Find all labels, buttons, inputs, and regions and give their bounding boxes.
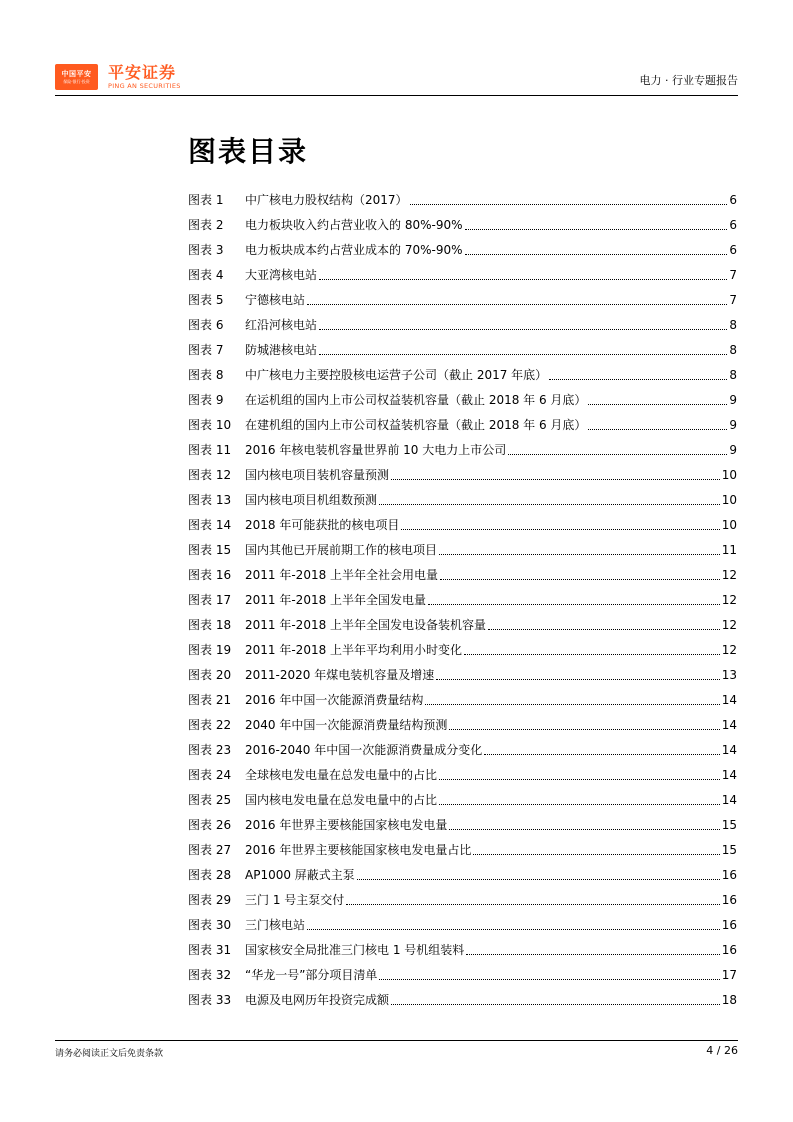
- toc-entry-title: 电力板块收入约占营业收入的 80%-90%: [245, 218, 463, 232]
- toc-entry-number: 图表 31: [188, 943, 232, 957]
- toc-entry-title: 三门 1 号主泵交付: [245, 893, 345, 907]
- toc-entry-number: 图表 19: [188, 643, 232, 657]
- toc-entry-number: 图表 5: [188, 293, 224, 307]
- toc-entry-number: 图表 6: [188, 318, 224, 332]
- toc-leader-dots: [465, 228, 728, 230]
- toc-entry[interactable]: [188, 537, 737, 562]
- toc-entry-page: 12: [721, 617, 737, 632]
- toc-leader-dots: [449, 828, 719, 830]
- toc-entry[interactable]: [188, 587, 737, 612]
- logo-badge-text: 中国平安: [61, 69, 92, 78]
- toc-entry[interactable]: [188, 237, 737, 262]
- report-type: 电力 · 行业专题报告: [639, 74, 738, 87]
- toc-entry-page: 10: [721, 517, 737, 532]
- toc-entry-page: 14: [721, 767, 737, 782]
- toc-leader-dots: [465, 253, 728, 255]
- toc-entry-number: 图表 23: [188, 743, 232, 757]
- toc-leader-dots: [319, 328, 727, 330]
- toc-entry-title: 2016 年核电装机容量世界前 10 大电力上市公司: [245, 443, 507, 457]
- toc-entry[interactable]: [188, 437, 737, 462]
- toc-entry[interactable]: [188, 462, 737, 487]
- toc-entry-number: 图表 7: [188, 343, 224, 357]
- toc-entry-page: 14: [721, 717, 737, 732]
- toc-entry[interactable]: [188, 187, 737, 212]
- toc-entry-number: 图表 4: [188, 268, 224, 282]
- toc-entry-title: 2016 年世界主要核能国家核电发电量: [245, 818, 448, 832]
- toc-entry-page: 9: [729, 392, 737, 407]
- toc-entry-number: 图表 2: [188, 218, 224, 232]
- toc-entry-title: 2011-2020 年煤电装机容量及增速: [245, 668, 435, 682]
- toc-entry[interactable]: [188, 212, 737, 237]
- toc-entry-number: 图表 13: [188, 493, 232, 507]
- toc-entry-number: 图表 15: [188, 543, 232, 557]
- toc-leader-dots: [346, 903, 719, 905]
- toc-entry-title: 防城港核电站: [245, 343, 318, 357]
- toc-entry[interactable]: [188, 937, 737, 962]
- toc-leader-dots: [508, 453, 727, 455]
- toc-entry-page: 11: [721, 542, 737, 557]
- toc-entry-page: 16: [721, 867, 737, 882]
- toc-leader-dots: [428, 603, 720, 605]
- toc-entry-page: 14: [721, 692, 737, 707]
- toc-entry-page: 8: [729, 317, 737, 332]
- toc-entry-page: 18: [721, 992, 737, 1007]
- pingan-logo-badge: [55, 64, 98, 90]
- toc-entry-page: 10: [721, 467, 737, 482]
- toc-leader-dots: [410, 203, 728, 205]
- toc-entry-number: 图表 26: [188, 818, 232, 832]
- toc-entry-title: 宁德核电站: [245, 293, 306, 307]
- toc-entry-page: 6: [729, 242, 737, 257]
- toc-entry[interactable]: [188, 637, 737, 662]
- toc-entry-page: 17: [721, 967, 737, 982]
- toc-leader-dots: [319, 278, 727, 280]
- toc-entry-title: 在运机组的国内上市公司权益装机容量（截止 2018 年 6 月底）: [245, 393, 587, 407]
- toc-entry-page: 15: [721, 842, 737, 857]
- toc-entry-title: 2016 年中国一次能源消费量结构: [245, 693, 424, 707]
- toc-leader-dots: [425, 703, 719, 705]
- toc-leader-dots: [473, 853, 719, 855]
- toc-entry-number: 图表 14: [188, 518, 232, 532]
- toc-entry-title: 2018 年可能获批的核电项目: [245, 518, 400, 532]
- toc-entry-page: 9: [729, 442, 737, 457]
- toc-entry-page: 15: [721, 817, 737, 832]
- brand-name-en: PING AN SECURITIES: [108, 82, 181, 90]
- toc-entry-number: 图表 25: [188, 793, 232, 807]
- toc-entry-title: 2011 年-2018 上半年全国发电量: [245, 593, 427, 607]
- toc-entry[interactable]: [188, 487, 737, 512]
- toc-entry-number: 图表 22: [188, 718, 232, 732]
- toc-entry-title: 2016 年世界主要核能国家核电发电量占比: [245, 843, 472, 857]
- toc-leader-dots: [449, 728, 719, 730]
- toc-entry[interactable]: [188, 312, 737, 337]
- toc-entry[interactable]: [188, 712, 737, 737]
- toc-entry[interactable]: [188, 412, 737, 437]
- disclaimer-note: 请务必阅读正文后免责条款: [55, 1049, 164, 1059]
- toc-entry[interactable]: [188, 687, 737, 712]
- toc-leader-dots: [464, 653, 720, 655]
- toc-entry-title: 国家核安全局批准三门核电 1 号机组装料: [245, 943, 465, 957]
- toc-entry-number: 图表 27: [188, 843, 232, 857]
- toc-entry[interactable]: [188, 662, 737, 687]
- toc-entry[interactable]: [188, 337, 737, 362]
- toc-entry-number: 图表 32: [188, 968, 232, 982]
- toc-entry-number: 图表 9: [188, 393, 224, 407]
- toc-leader-dots: [357, 878, 720, 880]
- toc-entry-title: 国内核电项目装机容量预测: [245, 468, 390, 482]
- toc-entry-page: 16: [721, 917, 737, 932]
- toc-leader-dots: [401, 528, 719, 530]
- toc-leader-dots: [484, 753, 719, 755]
- toc-leader-dots: [439, 553, 720, 555]
- toc-entry-page: 12: [721, 642, 737, 657]
- toc-entry-number: 图表 18: [188, 618, 232, 632]
- toc-entry[interactable]: [188, 612, 737, 637]
- toc-entry[interactable]: [188, 287, 737, 312]
- toc-entry-number: 图表 28: [188, 868, 232, 882]
- toc-leader-dots: [549, 378, 727, 380]
- footer-divider: [55, 1040, 738, 1041]
- toc-entry-title: “华龙一号”部分项目清单: [245, 968, 378, 982]
- toc-entry-number: 图表 1: [188, 193, 224, 207]
- toc-entry[interactable]: [188, 787, 737, 812]
- toc-entry-page: 12: [721, 567, 737, 582]
- toc-entry-title: 2011 年-2018 上半年全国发电设备装机容量: [245, 618, 487, 632]
- toc-leader-dots: [391, 478, 720, 480]
- toc-entry-title: 电源及电网历年投资完成额: [245, 993, 390, 1007]
- toc-leader-dots: [319, 353, 727, 355]
- toc-entry[interactable]: [188, 837, 737, 862]
- toc-entry-number: 图表 17: [188, 593, 232, 607]
- toc-entry[interactable]: [188, 812, 737, 837]
- toc-entry-title: 在建机组的国内上市公司权益装机容量（截止 2018 年 6 月底）: [245, 418, 587, 432]
- toc-entry-title: 红沿河核电站: [245, 318, 318, 332]
- toc-entry-title: 2011 年-2018 上半年全社会用电量: [245, 568, 439, 582]
- toc-entry-number: 图表 8: [188, 368, 224, 382]
- toc-entry-number: 图表 11: [188, 443, 232, 457]
- toc-entry-title: 电力板块成本约占营业成本的 70%-90%: [245, 243, 463, 257]
- toc-entry-page: 8: [729, 367, 737, 382]
- toc-entry-title: 中广核电力股权结构（2017）: [245, 193, 408, 207]
- toc-entry-title: 大亚湾核电站: [245, 268, 318, 282]
- toc-leader-dots: [307, 928, 720, 930]
- toc-entry-title: 三门核电站: [245, 918, 306, 932]
- toc-entry-title: 国内核电发电量在总发电量中的占比: [245, 793, 438, 807]
- toc-entry-number: 图表 12: [188, 468, 232, 482]
- toc-leader-dots: [488, 628, 720, 630]
- toc-entry-page: 16: [721, 892, 737, 907]
- toc-entry-page: 14: [721, 742, 737, 757]
- toc-entry[interactable]: [188, 362, 737, 387]
- brand-name: [108, 64, 181, 90]
- toc-entry-title: AP1000 屏蔽式主泵: [245, 868, 355, 882]
- page-footer: [55, 1040, 738, 1070]
- toc-entry[interactable]: [188, 512, 737, 537]
- toc-leader-dots: [439, 803, 720, 805]
- toc-entry-number: 图表 30: [188, 918, 232, 932]
- toc-entry[interactable]: [188, 737, 737, 762]
- toc-entry[interactable]: [188, 262, 737, 287]
- toc-entry-number: 图表 16: [188, 568, 232, 582]
- toc-entry[interactable]: [188, 762, 737, 787]
- toc-leader-dots: [439, 778, 720, 780]
- page-header: [55, 60, 738, 96]
- toc-entry-page: 7: [729, 292, 737, 307]
- toc-leader-dots: [588, 403, 727, 405]
- toc-entry-title: 中广核电力主要控股核电运营子公司（截止 2017 年底）: [245, 368, 548, 382]
- toc-entry-page: 7: [729, 267, 737, 282]
- toc-entry-number: 图表 33: [188, 993, 232, 1007]
- toc-entry-title: 2040 年中国一次能源消费量结构预测: [245, 718, 448, 732]
- toc-entry-title: 国内其他已开展前期工作的核电项目: [245, 543, 438, 557]
- toc-leader-dots: [588, 428, 727, 430]
- toc-entry-page: 13: [721, 667, 737, 682]
- toc-leader-dots: [466, 953, 719, 955]
- toc-entry[interactable]: [188, 887, 737, 912]
- toc-entry-title: 2011 年-2018 上半年平均利用小时变化: [245, 643, 463, 657]
- toc-entry[interactable]: [188, 387, 737, 412]
- toc-leader-dots: [379, 978, 719, 980]
- toc-entry-page: 10: [721, 492, 737, 507]
- toc-leader-dots: [436, 678, 719, 680]
- toc-entry[interactable]: [188, 862, 737, 887]
- toc-entry-number: 图表 21: [188, 693, 232, 707]
- toc-entry[interactable]: [188, 987, 737, 1012]
- toc-entry[interactable]: [188, 912, 737, 937]
- toc-entry-page: 6: [729, 217, 737, 232]
- toc-entry-page: 6: [729, 192, 737, 207]
- toc-entry-page: 9: [729, 417, 737, 432]
- figure-toc-list: [188, 187, 737, 1012]
- toc-entry[interactable]: [188, 962, 737, 987]
- toc-leader-dots: [379, 503, 720, 505]
- toc-entry-page: 12: [721, 592, 737, 607]
- toc-leader-dots: [440, 578, 720, 580]
- toc-entry-number: 图表 3: [188, 243, 224, 257]
- page-number: 4 / 26: [706, 1044, 738, 1057]
- toc-entry-number: 图表 29: [188, 893, 232, 907]
- logo-slogan: 保险·银行·投资: [63, 78, 90, 84]
- header-divider: [55, 95, 738, 96]
- toc-entry-page: 16: [721, 942, 737, 957]
- toc-entry-number: 图表 10: [188, 418, 232, 432]
- toc-leader-dots: [307, 303, 727, 305]
- toc-entry[interactable]: [188, 562, 737, 587]
- toc-leader-dots: [391, 1003, 720, 1005]
- toc-entry-number: 图表 24: [188, 768, 232, 782]
- toc-entry-title: 国内核电项目机组数预测: [245, 493, 378, 507]
- brand-name-cn: 平安证券: [108, 63, 177, 82]
- toc-entry-page: 8: [729, 342, 737, 357]
- page-title: 图表目录: [188, 135, 309, 168]
- toc-entry-title: 2016-2040 年中国一次能源消费量成分变化: [245, 743, 483, 757]
- toc-entry-page: 14: [721, 792, 737, 807]
- toc-entry-title: 全球核电发电量在总发电量中的占比: [245, 768, 438, 782]
- toc-entry-number: 图表 20: [188, 668, 232, 682]
